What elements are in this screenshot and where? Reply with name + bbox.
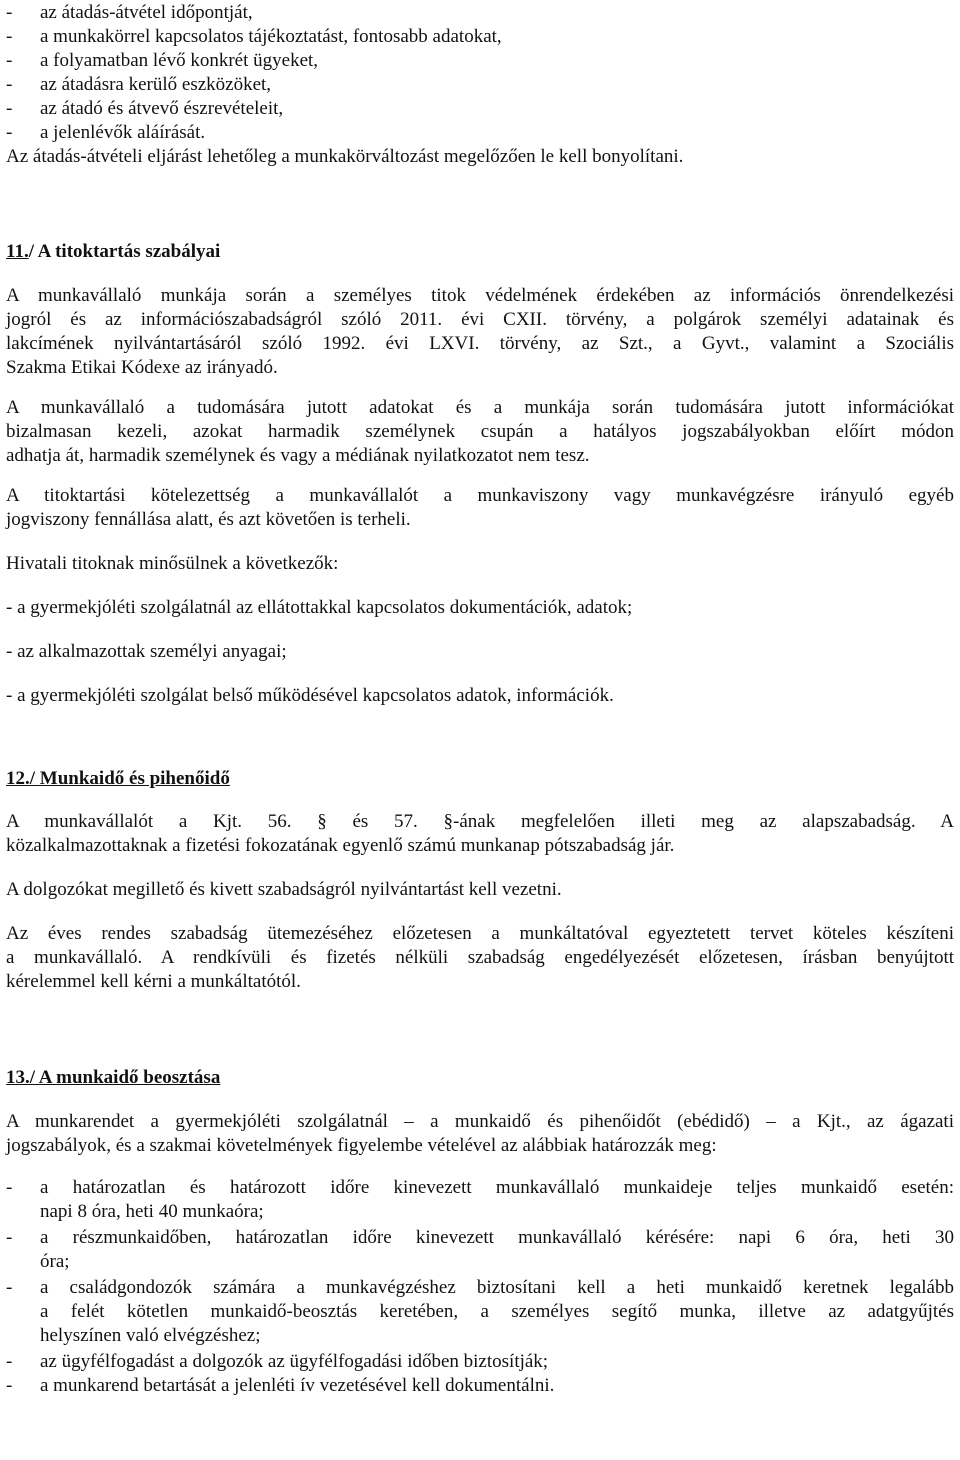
section-12-paragraph-line: közalkalmazottaknak a fizetési fokozatának egyenlő számú munkanap pótszabadság jár. bbox=[6, 835, 675, 856]
list-dash: - bbox=[6, 1177, 13, 1198]
section-11-paragraph-line: Hivatali titoknak minősülnek a következők: bbox=[6, 553, 339, 574]
schedule-item-line: helyszínen való elvégzéshez; bbox=[40, 1325, 261, 1346]
intro-list-item: - a munkakörrel kapcsolatos tájékoztatást, fontosabb adatokat, bbox=[6, 26, 502, 47]
section-12-paragraph-line: kérelemmel kell kérni a munkáltatótól. bbox=[6, 971, 301, 992]
section-11-heading: 11./ A titoktartás szabályai bbox=[6, 241, 221, 262]
section-11-paragraph-line: lakcímének nyilvántartásáról szóló 1992. évi LXVI. törvény, az Szt., a Gyvt., valamint a Szociális bbox=[6, 333, 954, 354]
section-12-paragraph-line: A dolgozókat megillető és kivett szabadságról nyilvántartást kell vezetni. bbox=[6, 879, 562, 900]
section-12-paragraph-line: Az éves rendes szabadság ütemezéséhez előzetesen a munkáltatóval egyeztetett tervet köteles készíteni bbox=[6, 923, 954, 944]
section-11-paragraph-line: jogról és az információszabadságról szóló 2011. évi CXII. törvény, a polgárok személyi adatainak és bbox=[6, 309, 954, 330]
schedule-item-line: a családgondozók számára a munkavégzéshez biztosítani kell a heti munkaidő keretnek legalább bbox=[40, 1277, 954, 1298]
secret-item: - az alkalmazottak személyi anyagai; bbox=[6, 641, 287, 662]
intro-list-item: - a folyamatban lévő konkrét ügyeket, bbox=[6, 50, 319, 71]
section-11-paragraph-line: jogviszony fennállása alatt, és azt követően is terheli. bbox=[6, 509, 411, 530]
schedule-item-line: óra; bbox=[40, 1251, 70, 1272]
list-dash: - bbox=[6, 1277, 13, 1298]
section-11-paragraph-line: A titoktartási kötelezettség a munkavállalót a munkaviszony vagy munkavégzésre irányuló egyéb bbox=[6, 485, 954, 506]
list-dash: - bbox=[6, 1351, 13, 1372]
intro-closing: Az átadás-átvételi eljárást lehetőleg a munkakörváltozást megelőzően le kell bonyolítani. bbox=[6, 146, 684, 167]
intro-list-item: - az átadó és átvevő észrevételeit, bbox=[6, 98, 284, 119]
section-11-paragraph-line: adhatja át, harmadik személynek és vagy a médiának nyilatkozatot nem tesz. bbox=[6, 445, 590, 466]
schedule-item-line: a részmunkaidőben, határozatlan időre kinevezett munkavállaló kérésére: napi 6 óra, heti 30 bbox=[40, 1227, 954, 1248]
section-12-paragraph-line: A munkavállalót a Kjt. 56. § és 57. §-ának megfelelően illeti meg az alapszabadság. A bbox=[6, 811, 954, 832]
section-12-paragraph-line: a munkavállaló. A rendkívüli és fizetés nélküli szabadság engedélyezését előzetesen, írásban benyújtott bbox=[6, 947, 954, 968]
secret-item: - a gyermekjóléti szolgálatnál az ellátottakkal kapcsolatos dokumentációk, adatok; bbox=[6, 597, 633, 618]
section-11-paragraph-line: A munkavállaló a tudomására jutott adatokat és a munkája során tudomására jutott információkat bbox=[6, 397, 954, 418]
section-12-heading: 12./ Munkaidő és pihenőidő bbox=[6, 768, 230, 789]
intro-list-item: - az átadásra kerülő eszközöket, bbox=[6, 74, 272, 95]
schedule-item-line: a határozatlan és határozott időre kinevezett munkavállaló munkaideje teljes munkaidő esetén: bbox=[40, 1177, 954, 1198]
schedule-item-line: az ügyfélfogadást a dolgozók az ügyfélfogadási időben biztosítják; bbox=[40, 1351, 549, 1372]
section-13-heading: 13./ A munkaidő beosztása bbox=[6, 1067, 221, 1088]
list-dash: - bbox=[6, 1375, 13, 1396]
schedule-item-line: a munkarend betartását a jelenléti ív vezetésével kell dokumentálni. bbox=[40, 1375, 555, 1396]
section-11-paragraph-line: A munkavállaló munkája során a személyes titok védelmének érdekében az információs önrendelkezési bbox=[6, 285, 954, 306]
schedule-item-line: a felét kötetlen munkaidő-beosztás keretében, a személyes segítő munka, illetve az adatgyűjtés bbox=[40, 1301, 954, 1322]
schedule-item-line: napi 8 óra, heti 40 munkaóra; bbox=[40, 1201, 264, 1222]
section-11-paragraph-line: Szakma Etikai Kódexe az irányadó. bbox=[6, 357, 278, 378]
list-dash: - bbox=[6, 1227, 13, 1248]
section-13-paragraph-line: A munkarendet a gyermekjóléti szolgálatnál – a munkaidő és pihenőidőt (ebédidő) – a Kjt., az ágazati bbox=[6, 1111, 954, 1132]
secret-item: - a gyermekjóléti szolgálat belső működésével kapcsolatos adatok, információk. bbox=[6, 685, 614, 706]
intro-list-item: - a jelenlévők aláírását. bbox=[6, 122, 206, 143]
section-11-paragraph-line: bizalmasan kezeli, azokat harmadik személynek csupán a hatályos jogszabályokban előírt módon bbox=[6, 421, 954, 442]
intro-list-item: - az átadás-átvétel időpontját, bbox=[6, 2, 253, 23]
section-13-paragraph-line: jogszabályok, és a szakmai követelmények figyelembe vételével az alábbiak határozzák meg: bbox=[6, 1135, 717, 1156]
